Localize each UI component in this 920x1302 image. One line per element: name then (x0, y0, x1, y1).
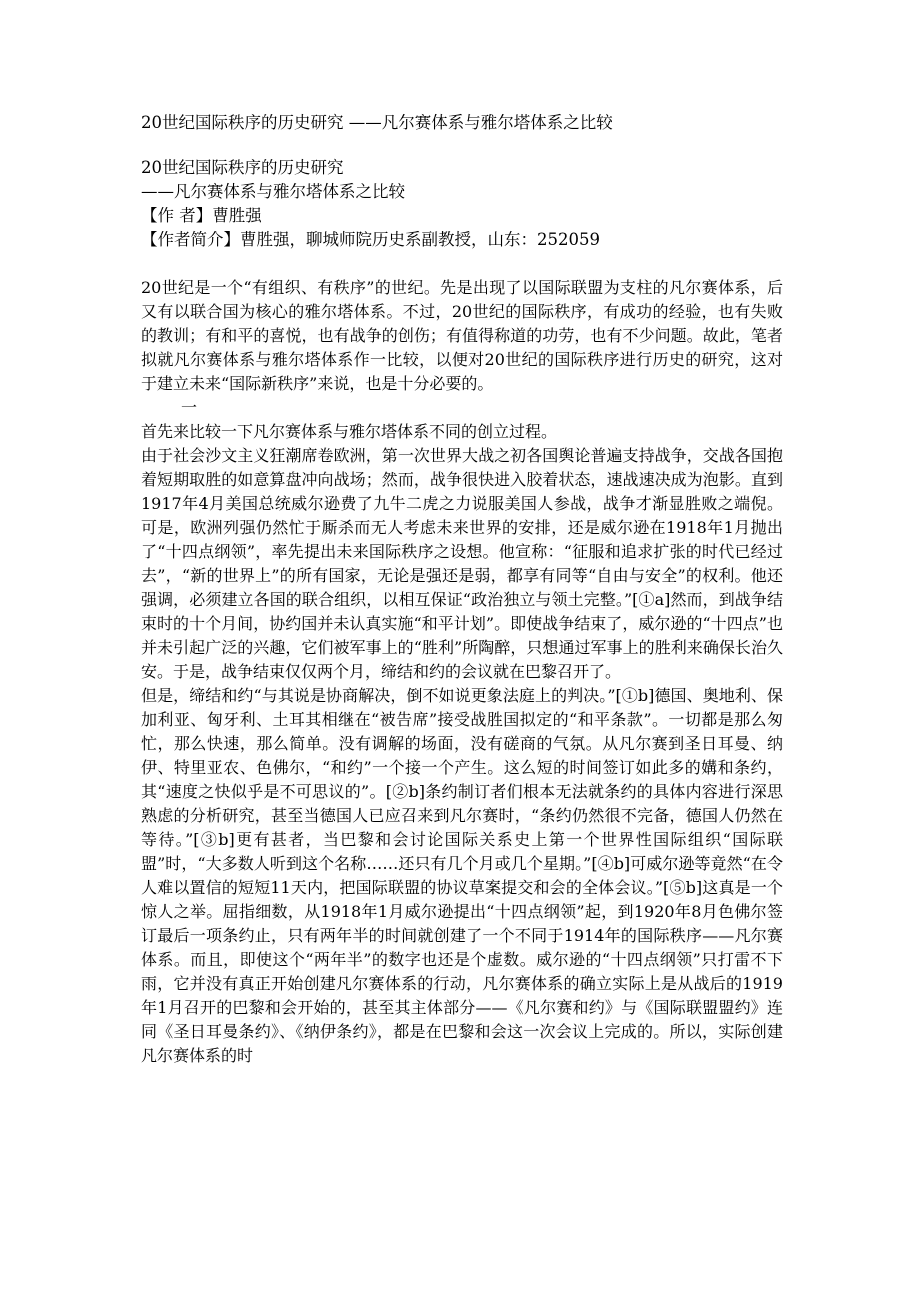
author-bio: 【作者简介】曹胜强，聊城师院历史系副教授，山东：252059 (141, 230, 600, 249)
article-title: 20世纪国际秩序的历史研究 (141, 158, 344, 177)
paragraph-1: 由于社会沙文主义狂潮席卷欧洲，第一次世界大战之初各国舆论普遍支持战争，交战各国抱着短期取胜的如意算盘冲向战场；然而，战争很快进入胶着状态，速战速决成为泡影。直到1917年4月美国总统威尔逊费了九牛二虎之力说服美国人参战，战争才渐显胜败之端倪。可是，欧洲列强仍然忙于厮杀而无人考虑未来世界的安排，还是威尔逊在1918年1月抛出了“十四点纲领”，率先提出未来国际秩序之设想。他宣称：“征服和追求扩张的时代已经过去”，“新的世界上”的所有国家，无论是强还是弱，都享有同等“自由与安全”的权利。他还强调，必须建立各国的联合组织，以相互保证“政治独立与领土完整。”[①a]然而，到战争结束时的十个月间，协约国并未认真实施“和平计划”。即使战争结束了，威尔逊的“十四点”也并未引起广泛的兴趣，它们被军事上的“胜利”所陶醉，只想通过军事上的胜利来确保长治久安。于是，战争结束仅仅两个月，缔结和约的会议就在巴黎召开了。 (141, 446, 783, 681)
article-subtitle: ——凡尔赛体系与雅尔塔体系之比较 (141, 182, 405, 201)
document-page (141, 112, 783, 1068)
document-title: 20世纪国际秩序的历史研究 ——凡尔赛体系与雅尔塔体系之比较 (141, 113, 613, 132)
section-lead: 首先来比较一下凡尔赛体系与雅尔塔体系不同的创立过程。 (141, 422, 558, 441)
intro-paragraph: 20世纪是一个“有组织、有秩序”的世纪。先是出现了以国际联盟为支柱的凡尔赛体系，后又有以联合国为核心的雅尔塔体系。不过，20世纪的国际秩序，有成功的经验，也有失败的教训；有和平的喜悦，也有战争的创伤；有值得称道的功劳，也有不少问题。故此，笔者拟就凡尔赛体系与雅尔塔体系作一比较，以便对20世纪的国际秩序进行历史的研究，这对于建立未来“国际新秩序”来说，也是十分必要的。 (141, 278, 783, 393)
author-line: 【作 者】曹胜强 (141, 206, 262, 225)
section-number: 一 (181, 398, 198, 417)
article-body (141, 276, 783, 1068)
paragraph-2: 但是，缔结和约“与其说是协商解决，倒不如说更象法庭上的判决。”[①b]德国、奥地利、保加利亚、匈牙利、土耳其相继在“被告席”接受战胜国拟定的“和平条款”。一切都是那么匆忙，那么快速，那么简单。没有调解的场面，没有磋商的气氛。从凡尔赛到圣日耳曼、纳伊、特里亚农、色佛尔，“和约”一个接一个产生。这么短的时间签订如此多的媾和条约，其“速度之快似乎是不可思议的”。[②b]条约制订者们根本无法就条约的具体内容进行深思熟虑的分析研究，甚至当德国人已应召来到凡尔赛时，“条约仍然很不完备，德国人仍然在等待。”[③b]更有甚者，当巴黎和会讨论国际关系史上第一个世界性国际组织“国际联盟”时，“大多数人听到这个名称……还只有几个月或几个星期。”[④b]可威尔逊等竟然“在令人难以置信的短短11天内，把国际联盟的协议草案提交和会的全体会议。”[⑤b]这真是一个惊人之举。屈指细数，从1918年1月威尔逊提出“十四点纲领”起，到1920年8月色佛尔签订最后一项条约止，只有两年半的时间就创建了一个不同于1914年的国际秩序——凡尔赛体系。而且，即使这个“两年半”的数字也还是个虚数。威尔逊的“十四点纲领”只打雷不下雨，它并没有真正开始创建凡尔赛体系的行动，凡尔赛体系的确立实际上是从战后的1919年1月召开的巴黎和会开始的，甚至其主体部分——《凡尔赛和约》与《国际联盟盟约》连同《圣日耳曼条约》、《纳伊条约》，都是在巴黎和会这一次会议上完成的。所以，实际创建凡尔赛体系的时 (141, 686, 783, 1065)
article-header (141, 156, 783, 252)
